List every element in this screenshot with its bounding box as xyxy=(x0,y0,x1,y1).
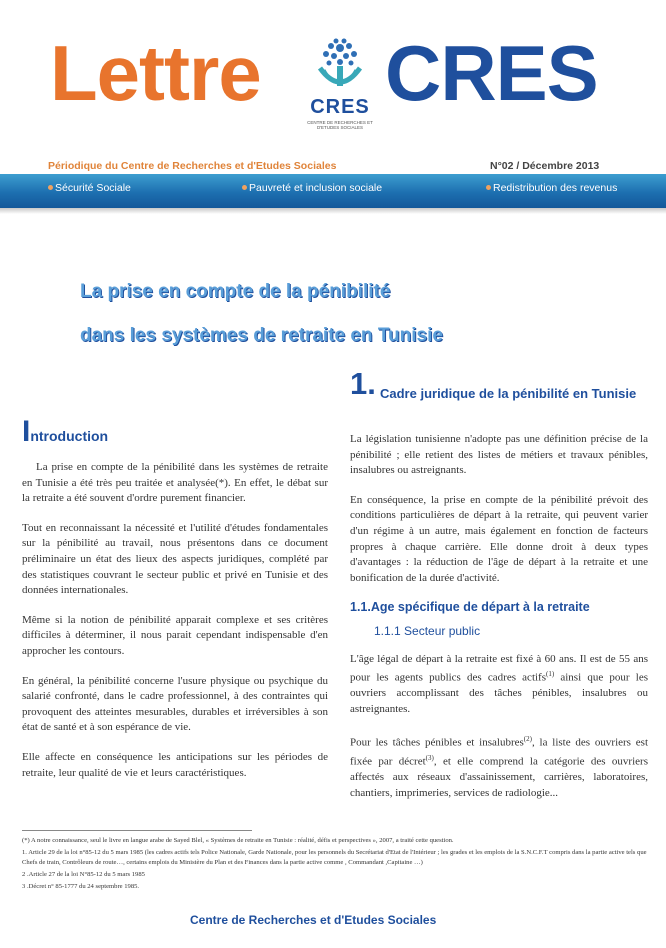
footnote-ref: (2) xyxy=(523,734,532,743)
bullet-icon xyxy=(242,185,247,190)
footnote-ref: (3) xyxy=(425,753,434,762)
intro-paragraph: Elle affecte en conséquence les anticipations sur les périodes de retraite, leur qualité de vie et leurs caractéristiques. xyxy=(22,750,328,779)
masthead xyxy=(0,0,666,150)
intro-paragraph: La prise en compte de la pénibilité dans les systèmes de retraite en Tunisie a été très peu traitée et analysée(*). En effet, le débat sur la retraite a été souvent d'ordre purement financier. xyxy=(22,461,328,505)
topic-band xyxy=(0,174,666,208)
topic-label: Sécurité Sociale xyxy=(55,182,131,194)
topic-item xyxy=(48,182,131,194)
cres-logo xyxy=(300,34,380,134)
logo-text: CRES xyxy=(310,96,370,118)
page-footer: Centre de Recherches et d'Etudes Sociales xyxy=(190,913,437,927)
subsection-heading: 1.1.Age spécifique de départ à la retraite xyxy=(350,600,590,615)
issue-number: N°02 / Décembre 2013 xyxy=(490,160,600,172)
subsubsection-heading: 1.1.1 Secteur public xyxy=(374,623,481,638)
section-title: Cadre juridique de la pénibilité en Tunisie xyxy=(380,386,637,401)
footnote-ref: (1) xyxy=(546,670,555,679)
intro-heading xyxy=(22,415,108,449)
topic-label: Pauvreté et inclusion sociale xyxy=(249,182,383,194)
title-line-2: dans les systèmes de retraite en Tunisie xyxy=(80,325,443,346)
footnote: (*) A notre connaissance, seul le livre en langue arabe de Sayed Blel, « Systèmes de retraite en Tunisie : réalité, défis et perspectives », 2007, a traité cette question. xyxy=(22,837,454,844)
footnote: 3 .Décret n° 85-1777 du 24 septembre 1985. xyxy=(22,883,140,890)
section-paragraph: Pour les tâches pénibles et insalubres$^{(2)}$, la liste des ouvriers est fixée par décret$^{(3)}$, et elle comprend la catégorie des ouvriers affectés aux réseaux d'assainissement, carrières, laboratoires, chantiers, imprimeries, services de radiologie... xyxy=(350,734,648,799)
bullet-icon xyxy=(48,185,53,190)
masthead-lettre: Lettre xyxy=(50,29,261,117)
band-shadow xyxy=(0,208,666,214)
topic-item xyxy=(486,182,617,194)
footnotes xyxy=(22,836,652,894)
topic-item xyxy=(242,182,382,194)
section-paragraph: L'âge légal de départ à la retraite est fixé à 60 ans. Il est de 55 ans pour les agents publics des cadres actifs$^{(1)}$ ainsi que pour les ouvriers accomplissant des tâches pénibles, insalubres ou astreignantes. xyxy=(350,652,648,715)
intro-paragraph: En général, la pénibilité concerne l'usure physique ou psychique du salarié confronté, dans le cadre professionnel, à des contraintes qui provoquent des atteintes mesurables, durables et irréversibles à son état de santé et à son espérance de vie. xyxy=(22,674,328,734)
topic-label: Redistribution des revenus xyxy=(493,182,618,194)
intro-paragraph: Même si la notion de pénibilité apparait complexe et ses critères difficiles à déterminer, il nous parait cependant indispensable d'en approcher les contours. xyxy=(22,613,328,657)
tree-icon xyxy=(300,34,380,100)
footnote-rule xyxy=(22,830,252,831)
intro-paragraph: Tout en reconnaissant la nécessité et l'utilité d'études fondamentales sur la pénibilité au travail, nous présentons dans ce document préliminaire un état des lieux des aspects juridiques, complété par des statistiques couvrant le secteur public et privé en Tunisie et des données internationales. xyxy=(22,521,328,597)
footnote: 2 .Article 27 de la loi N°85-12 du 5 mars 1985 xyxy=(22,871,145,878)
right-column xyxy=(350,432,648,815)
section-number: 1. xyxy=(350,366,376,401)
masthead-cres: CRES xyxy=(385,29,598,117)
logo-subtext: CENTRE DE RECHERCHES ET D'ETUDES SOCIALES xyxy=(307,120,373,130)
intro-initial: I xyxy=(22,415,31,448)
bullet-icon xyxy=(486,185,491,190)
footnote: 1. Article 29 de la loi n°85-12 du 5 mars 1985 (les cadres actifs tels Police Nationale, Garde Nationale, pour les personnels du Secrétariat d'Etat de l'Intérieur ; les grades et les emplois de la S.N.C.F.T compris dans la partie active tels que Chefs de train, Contrôleurs de route…, certains emplois du Ministère du Plan et des Finances dans la partie active comme , Commandant ,Capitaine …) xyxy=(22,849,647,866)
section-paragraph: En conséquence, la prise en compte de la pénibilité prévoit des conditions particulières de départ à la retraite, qui peuvent varier d'un régime à un autre, mais également en fonction de facteurs propres à chaque carrière. Elle donne droit à deux types d'avantages : la réduction de l'âge de départ à la retraite et une bonification de la durée d'activité. xyxy=(350,493,648,584)
left-column xyxy=(22,460,328,795)
article-title xyxy=(80,270,600,358)
periodical-label: Périodique du Centre de Recherches et d'Etudes Sociales xyxy=(48,160,337,172)
intro-heading-rest: ntroduction xyxy=(30,428,109,444)
title-line-1: La prise en compte de la pénibilité xyxy=(80,281,391,302)
section-paragraph: La législation tunisienne n'adopte pas une définition précise de la pénibilité ; elle retient des listes de métiers et travaux pénibles, insalubres ou astreignants. xyxy=(350,433,648,477)
